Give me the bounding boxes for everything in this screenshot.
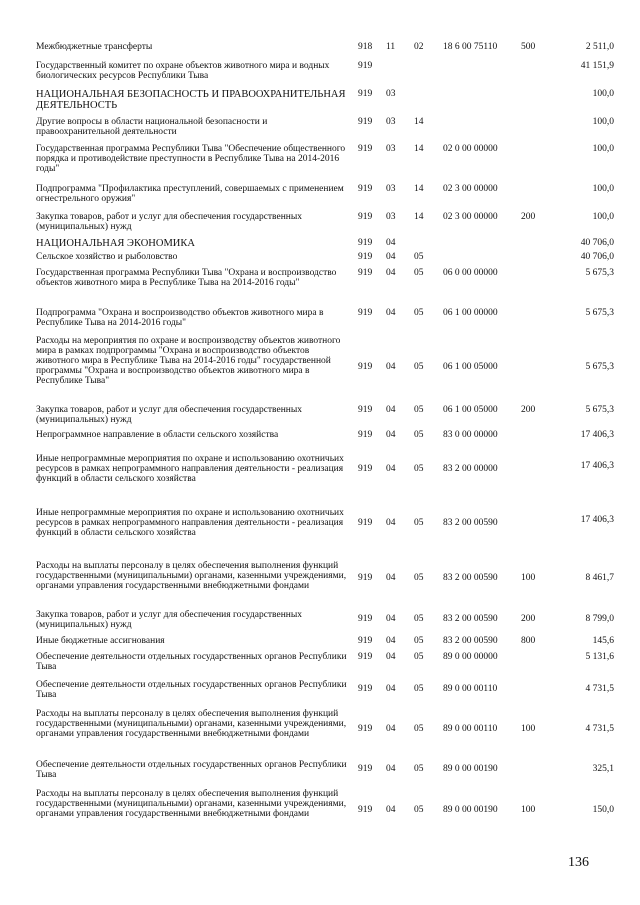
grbs-code: 918	[358, 42, 373, 52]
row-name: НАЦИОНАЛЬНАЯ БЕЗОПАСНОСТЬ И ПРАВООХРАНИТЕЛЬНАЯ ДЕЯТЕЛЬНОСТЬ	[36, 89, 346, 111]
section-code: 04	[386, 764, 396, 774]
row-name: Расходы на выплаты персоналу в целях обеспечения выполнения функций государственными (муниципальными) органами, казенными учреждениями, органами управления государственными внебюджетными фондами	[36, 709, 347, 739]
subsection-code: 05	[414, 805, 424, 815]
grbs-code: 919	[358, 724, 373, 734]
section-code: 04	[386, 636, 396, 646]
row-name: Подпрограмма "Профилактика преступлений, совершаемых с применением огнестрельного оружия"	[36, 184, 344, 204]
target-article-code: 89 0 00 00000	[443, 652, 498, 662]
section-code: 04	[386, 573, 396, 583]
subsection-code: 05	[414, 652, 424, 662]
row-name: Подпрограмма "Охрана и воспроизводство объектов животного мира в Республике Тыва на 2014-2016 годы"	[36, 308, 324, 328]
expense-type-code: 100	[521, 573, 536, 583]
row-name: Государственная программа Республики Тыва "Обеспечение общественного порядка и противодействие преступности в Республике Тыва на 2014-2016 годы"	[36, 144, 346, 174]
target-article-code: 83 2 00 00000	[443, 464, 498, 474]
section-code: 03	[386, 117, 396, 127]
row-name: Государственная программа Республики Тыва "Охрана и воспроизводство объектов животного мира в Республике Тыва на 2014-2016 годы"	[36, 268, 337, 288]
amount: 100,0	[592, 184, 614, 194]
amount: 100,0	[592, 144, 614, 154]
section-code: 03	[386, 89, 396, 99]
amount: 40 706,0	[580, 252, 614, 262]
expense-type-code: 500	[521, 42, 536, 52]
subsection-code: 05	[414, 464, 424, 474]
target-article-code: 89 0 00 00190	[443, 805, 498, 815]
amount: 150,0	[592, 805, 614, 815]
grbs-code: 919	[358, 636, 373, 646]
subsection-code: 05	[414, 308, 424, 318]
subsection-code: 05	[414, 764, 424, 774]
row-name: Иные непрограммные мероприятия по охране и использованию охотничьих ресурсов в рамках непрограммного направления деятельности - реализация функций в области сельского хозяйства	[36, 508, 344, 538]
subsection-code: 05	[414, 573, 424, 583]
grbs-code: 919	[358, 184, 373, 194]
grbs-code: 919	[358, 614, 373, 624]
row-name: Иные непрограммные мероприятия по охране и использованию охотничьих ресурсов в рамках непрограммного направления деятельности - реализация функций в области сельского хозяйства	[36, 454, 344, 484]
subsection-code: 05	[414, 636, 424, 646]
subsection-code: 14	[414, 212, 424, 222]
section-code: 03	[386, 144, 396, 154]
amount: 100,0	[592, 89, 614, 99]
row-name: Обеспечение деятельности отдельных государственных органов Республики Тыва	[36, 652, 347, 672]
amount: 4 731,5	[585, 684, 614, 694]
amount: 8 461,7	[585, 573, 614, 583]
amount: 5 131,6	[585, 652, 614, 662]
amount: 100,0	[592, 117, 614, 127]
target-article-code: 02 3 00 00000	[443, 184, 498, 194]
expense-type-code: 200	[521, 405, 536, 415]
amount: 325,1	[592, 764, 614, 774]
target-article-code: 83 2 00 00590	[443, 636, 498, 646]
row-name: Расходы на выплаты персоналу в целях обеспечения выполнения функций государственными (муниципальными) органами, казенными учреждениями, органами управления государственными внебюджетными фондами	[36, 789, 347, 819]
target-article-code: 02 3 00 00000	[443, 212, 498, 222]
row-name: Другие вопросы в области национальной безопасности и правоохранительной деятельности	[36, 117, 268, 137]
grbs-code: 919	[358, 573, 373, 583]
amount: 5 675,3	[585, 405, 614, 415]
section-code: 04	[386, 268, 396, 278]
section-code: 04	[386, 464, 396, 474]
row-name: Расходы на мероприятия по охране и воспроизводству объектов животного мира в рамках подпрограммы "Охрана и воспроизводство объектов животного мира в Республике Тыва на 2014-2016 годы" государственной программы "Охрана и воспроизводство объектов животного мира в Республике Тыва"	[36, 336, 341, 386]
amount: 40 706,0	[580, 238, 614, 248]
section-code: 04	[386, 805, 396, 815]
subsection-code: 02	[414, 42, 424, 52]
row-name: Закупка товаров, работ и услуг для обеспечения государственных (муниципальных) нужд	[36, 405, 303, 425]
grbs-code: 919	[358, 430, 373, 440]
grbs-code: 919	[358, 61, 373, 71]
target-article-code: 06 1 00 05000	[443, 362, 498, 372]
grbs-code: 919	[358, 252, 373, 262]
amount: 2 511,0	[585, 42, 614, 52]
section-code: 03	[386, 212, 396, 222]
amount: 17 406,3	[580, 461, 614, 471]
target-article-code: 06 1 00 05000	[443, 405, 498, 415]
row-name: Сельское хозяйство и рыболовство	[36, 252, 178, 262]
target-article-code: 02 0 00 00000	[443, 144, 498, 154]
amount: 5 675,3	[585, 268, 614, 278]
section-code: 11	[386, 42, 396, 52]
section-code: 04	[386, 238, 396, 248]
amount: 100,0	[592, 212, 614, 222]
grbs-code: 919	[358, 805, 373, 815]
grbs-code: 919	[358, 464, 373, 474]
subsection-code: 05	[414, 268, 424, 278]
row-name: Закупка товаров, работ и услуг для обеспечения государственных (муниципальных) нужд	[36, 610, 303, 630]
subsection-code: 05	[414, 724, 424, 734]
grbs-code: 919	[358, 89, 373, 99]
amount: 5 675,3	[585, 362, 614, 372]
amount: 8 799,0	[585, 614, 614, 624]
target-article-code: 83 2 00 00590	[443, 614, 498, 624]
target-article-code: 83 2 00 00590	[443, 518, 498, 528]
grbs-code: 919	[358, 117, 373, 127]
grbs-code: 919	[358, 405, 373, 415]
section-code: 04	[386, 252, 396, 262]
grbs-code: 919	[358, 362, 373, 372]
section-code: 04	[386, 430, 396, 440]
amount: 4 731,5	[585, 724, 614, 734]
row-name: Иные бюджетные ассигнования	[36, 636, 165, 646]
grbs-code: 919	[358, 268, 373, 278]
page-number: 136	[568, 855, 589, 870]
target-article-code: 89 0 00 00110	[443, 684, 498, 694]
grbs-code: 919	[358, 652, 373, 662]
subsection-code: 14	[414, 117, 424, 127]
target-article-code: 89 0 00 00110	[443, 724, 498, 734]
section-code: 03	[386, 184, 396, 194]
target-article-code: 06 1 00 00000	[443, 308, 498, 318]
target-article-code: 83 0 00 00000	[443, 430, 498, 440]
expense-type-code: 800	[521, 636, 536, 646]
expense-type-code: 100	[521, 805, 536, 815]
subsection-code: 05	[414, 252, 424, 262]
row-name: Обеспечение деятельности отдельных государственных органов Республики Тыва	[36, 680, 347, 700]
row-name: НАЦИОНАЛЬНАЯ ЭКОНОМИКА	[36, 238, 195, 249]
subsection-code: 05	[414, 362, 424, 372]
subsection-code: 14	[414, 184, 424, 194]
grbs-code: 919	[358, 212, 373, 222]
row-name: Расходы на выплаты персоналу в целях обеспечения выполнения функций государственными (муниципальными) органами, казенными учреждениями, органами управления государственными внебюджетными фондами	[36, 561, 347, 591]
amount: 17 406,3	[580, 430, 614, 440]
section-code: 04	[386, 518, 396, 528]
row-name: Межбюджетные трансферты	[36, 42, 153, 52]
target-article-code: 83 2 00 00590	[443, 573, 498, 583]
grbs-code: 919	[358, 764, 373, 774]
row-name: Государственный комитет по охране объектов животного мира и водных биологических ресурсов Республики Тыва	[36, 61, 330, 81]
amount: 17 406,3	[580, 515, 614, 525]
expense-type-code: 200	[521, 212, 536, 222]
section-code: 04	[386, 405, 396, 415]
section-code: 04	[386, 308, 396, 318]
grbs-code: 919	[358, 684, 373, 694]
subsection-code: 05	[414, 614, 424, 624]
row-name: Обеспечение деятельности отдельных государственных органов Республики Тыва	[36, 760, 347, 780]
section-code: 04	[386, 614, 396, 624]
target-article-code: 06 0 00 00000	[443, 268, 498, 278]
grbs-code: 919	[358, 144, 373, 154]
section-code: 04	[386, 684, 396, 694]
row-name: Непрограммное направление в области сельского хозяйства	[36, 430, 279, 440]
section-code: 04	[386, 724, 396, 734]
subsection-code: 05	[414, 405, 424, 415]
expense-type-code: 200	[521, 614, 536, 624]
grbs-code: 919	[358, 518, 373, 528]
subsection-code: 05	[414, 430, 424, 440]
expense-type-code: 100	[521, 724, 536, 734]
subsection-code: 05	[414, 518, 424, 528]
section-code: 04	[386, 362, 396, 372]
target-article-code: 89 0 00 00190	[443, 764, 498, 774]
subsection-code: 14	[414, 144, 424, 154]
amount: 5 675,3	[585, 308, 614, 318]
target-article-code: 18 6 00 75110	[443, 42, 498, 52]
grbs-code: 919	[358, 238, 373, 248]
amount: 41 151,9	[580, 61, 614, 71]
subsection-code: 05	[414, 684, 424, 694]
section-code: 04	[386, 652, 396, 662]
row-name: Закупка товаров, работ и услуг для обеспечения государственных (муниципальных) нужд	[36, 212, 303, 232]
grbs-code: 919	[358, 308, 373, 318]
amount: 145,6	[592, 636, 614, 646]
